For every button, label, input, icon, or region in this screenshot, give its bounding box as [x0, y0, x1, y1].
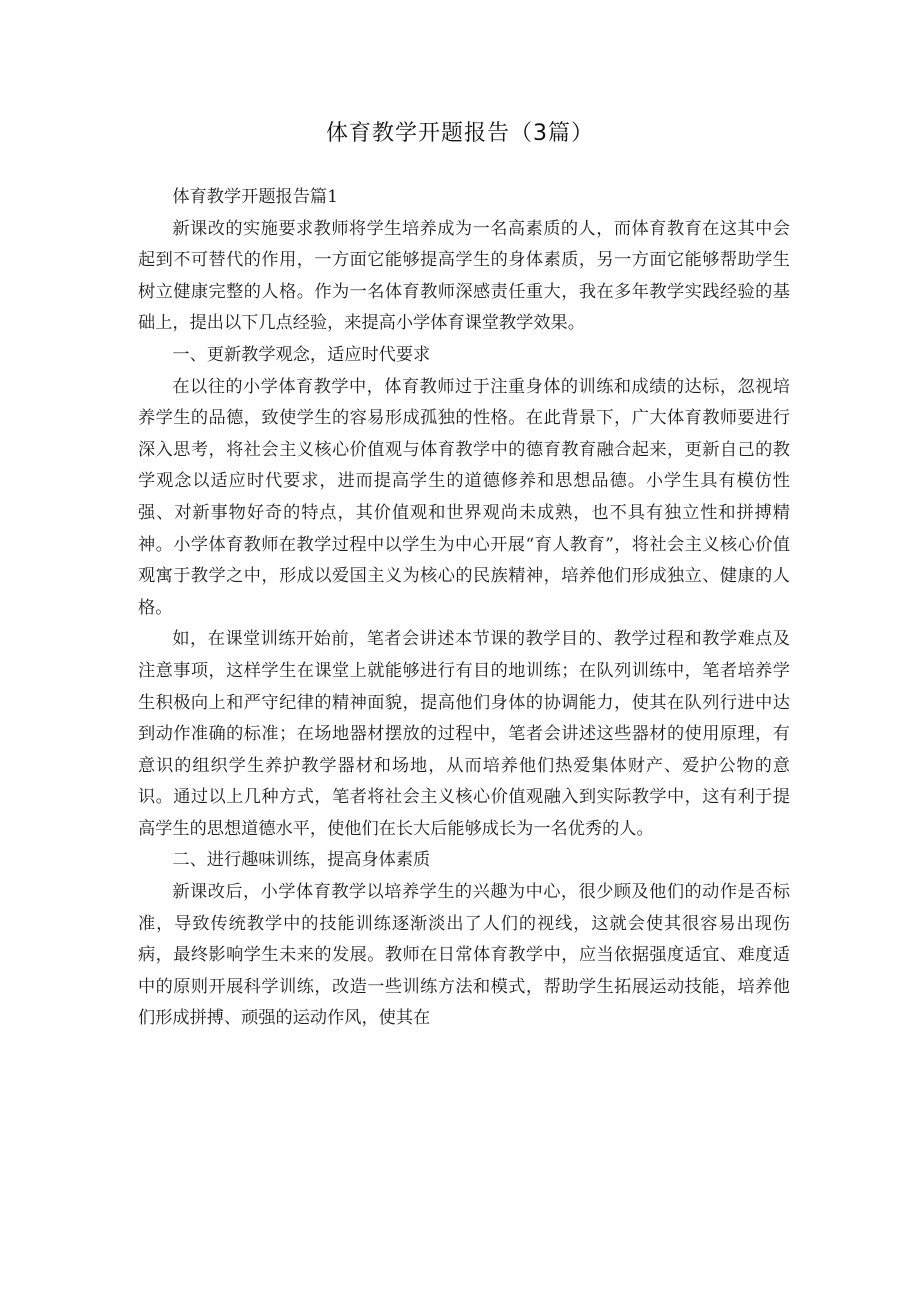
section-heading: 二、进行趣味训练，提高身体素质 — [172, 850, 431, 871]
document-body — [138, 182, 790, 1035]
section-heading: 一、更新教学观念，适应时代要求 — [172, 344, 431, 365]
section-heading: 体育教学开题报告篇1 — [172, 187, 339, 207]
document-title: 体育教学开题报告（3篇） — [326, 121, 594, 146]
body-paragraph: 新课改的实施要求教师将学生培养成为一名高素质的人，而体育教育在这其中会起到不可替代的作用，一方面它能够提高学生的身体素质，另一方面它能够帮助学生树立健康完整的人格。作为一名体育教师深感责任重大，我在多年教学实践经验的基础上，提出以下几点经验，来提高小学体育课堂教学效果。 — [138, 218, 790, 334]
body-paragraph: 在以往的小学体育教学中，体育教师过于注重身体的训练和成绩的达标，忽视培养学生的品德，致使学生的容易形成孤独的性格。在此背景下，广大体育教师要进行深入思考，将社会主义核心价值观与体育教学中的德育教育融合起来，更新自己的教学观念以适应时代要求，进而提高学生的道德修养和思想品德。小学生具有模仿性强、对新事物好奇的特点，其价值观和世界观尚未成熟，也不具有独立性和拼搏精神。小学体育教师在教学过程中以学生为中心开展“育人教育”，将社会主义核心价值观寓于教学之中，形成以爱国主义为核心的民族精神，培养他们形成独立、健康的人格。 — [138, 376, 790, 618]
body-paragraph: 如，在课堂训练开始前，笔者会讲述本节课的教学目的、教学过程和教学难点及注意事项，这样学生在课堂上就能够进行有目的地训练；在队列训练中，笔者培养学生积极向上和严守纪律的精神面貌，提高他们身体的协调能力，使其在队列行进中达到动作准确的标准；在场地器材摆放的过程中，笔者会讲述这些器材的使用原理，有意识的组织学生养护教学器材和场地，从而培养他们热爱集体财产、爱护公物的意识。通过以上几种方式，笔者将社会主义核心价值观融入到实际教学中，这有利于提高学生的思想道德水平，使他们在长大后能够成长为一名优秀的人。 — [138, 629, 790, 839]
body-paragraph: 新课改后，小学体育教学以培养学生的兴趣为中心，很少顾及他们的动作是否标准，导致传统教学中的技能训练逐渐淡出了人们的视线，这就会使其很容易出现伤病，最终影响学生未来的发展。教师在日常体育教学中，应当依据强度适宜、难度适中的原则开展科学训练，改造一些训练方法和模式，帮助学生拓展运动技能，培养他们形成拼搏、顽强的运动作风，使其在 — [138, 882, 790, 1029]
